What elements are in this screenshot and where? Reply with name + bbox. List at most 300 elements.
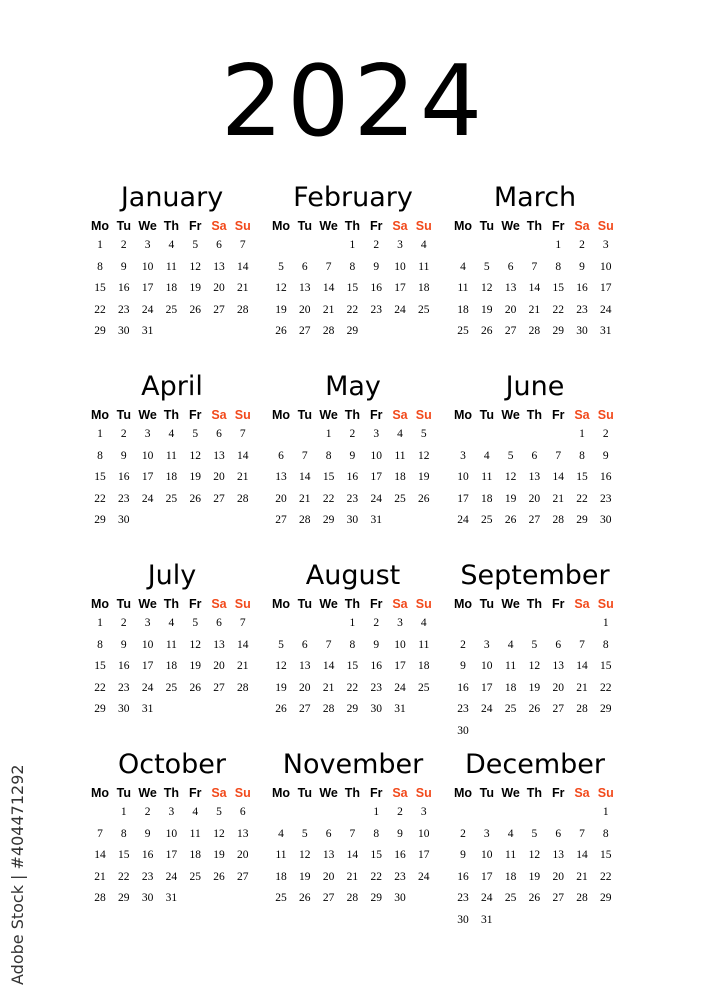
day-cell: 9 bbox=[397, 827, 403, 840]
day-cell: 5 bbox=[192, 239, 199, 251]
weekday-header: Mo bbox=[90, 408, 110, 422]
day-cell: 25 bbox=[165, 492, 178, 505]
day-cell: 9 bbox=[144, 827, 151, 840]
day-cell: 14 bbox=[576, 849, 588, 861]
day-cell: 28 bbox=[576, 892, 588, 904]
day-cell: 8 bbox=[602, 827, 609, 840]
day-cell: 21 bbox=[528, 303, 541, 316]
day-cell: 2 bbox=[120, 617, 127, 629]
month-name: March bbox=[493, 182, 577, 213]
day-cell: 18 bbox=[418, 660, 430, 672]
day-cell: 24 bbox=[600, 303, 612, 316]
day-cell: 2 bbox=[120, 239, 127, 251]
weekday-header: We bbox=[138, 408, 157, 422]
day-cell: 16 bbox=[600, 471, 612, 483]
day-cell: 5 bbox=[531, 827, 538, 840]
day-cell: 20 bbox=[552, 870, 564, 883]
day-cell: 2 bbox=[349, 428, 356, 440]
day-cell: 6 bbox=[216, 617, 222, 629]
day-cell: 8 bbox=[97, 260, 103, 273]
weekday-header: Tu bbox=[479, 219, 494, 233]
day-cell: 11 bbox=[418, 638, 430, 651]
weekday-header: We bbox=[138, 597, 157, 611]
day-cell: 11 bbox=[165, 449, 177, 462]
day-cell: 26 bbox=[189, 492, 201, 505]
day-cell: 4 bbox=[460, 260, 466, 273]
weekday-header: Fr bbox=[188, 786, 202, 800]
day-cell: 10 bbox=[141, 638, 154, 651]
day-cell: 25 bbox=[504, 703, 517, 715]
weekday-header: Th bbox=[344, 219, 361, 233]
day-cell: 17 bbox=[394, 660, 406, 672]
day-cell: 6 bbox=[555, 638, 562, 651]
weekday-header: Tu bbox=[479, 786, 494, 800]
weekday-header: Fr bbox=[551, 597, 565, 611]
day-cell: 12 bbox=[275, 660, 287, 672]
day-cell: 1 bbox=[602, 617, 609, 629]
weekday-header: Fr bbox=[369, 786, 383, 800]
day-cell: 5 bbox=[216, 806, 222, 818]
day-cell: 8 bbox=[349, 638, 356, 651]
day-cell: 29 bbox=[346, 703, 359, 715]
day-cell: 20 bbox=[322, 870, 335, 883]
day-cell: 20 bbox=[275, 492, 287, 505]
day-cell: 7 bbox=[239, 617, 246, 629]
day-cell: 16 bbox=[394, 849, 406, 861]
weekday-header: Th bbox=[163, 597, 180, 611]
weekday-header: Su bbox=[597, 408, 614, 422]
day-cell: 31 bbox=[481, 913, 493, 926]
day-cell: 13 bbox=[213, 449, 225, 462]
day-cell: 2 bbox=[373, 239, 380, 251]
day-cell: 14 bbox=[528, 282, 541, 294]
day-cell: 30 bbox=[118, 325, 130, 337]
day-cell: 28 bbox=[299, 514, 311, 526]
day-cell: 12 bbox=[189, 449, 201, 462]
day-cell: 11 bbox=[189, 827, 201, 840]
day-cell: 1 bbox=[97, 428, 103, 440]
day-cell: 10 bbox=[457, 471, 469, 483]
day-cell: 12 bbox=[189, 638, 201, 651]
day-cell: 26 bbox=[481, 325, 493, 337]
day-cell: 9 bbox=[460, 849, 466, 861]
weekday-header: Sa bbox=[574, 597, 590, 611]
day-cell: 12 bbox=[299, 849, 311, 861]
day-cell: 22 bbox=[600, 681, 612, 694]
day-cell: 22 bbox=[346, 681, 359, 694]
weekday-header: Sa bbox=[211, 786, 227, 800]
day-cell: 3 bbox=[397, 617, 403, 629]
day-cell: 24 bbox=[141, 681, 154, 694]
day-cell: 3 bbox=[420, 806, 427, 818]
day-cell: 29 bbox=[94, 325, 106, 337]
day-cell: 6 bbox=[301, 638, 308, 651]
month-name: September bbox=[460, 560, 610, 591]
day-cell: 15 bbox=[118, 849, 130, 861]
day-cell: 7 bbox=[579, 638, 585, 651]
day-cell: 23 bbox=[118, 492, 130, 505]
day-cell: 21 bbox=[322, 303, 335, 316]
day-cell: 26 bbox=[189, 681, 201, 694]
day-cell: 25 bbox=[457, 325, 469, 337]
weekday-header: Mo bbox=[271, 408, 291, 422]
day-cell: 18 bbox=[165, 471, 178, 483]
weekday-header: Fr bbox=[369, 408, 383, 422]
day-cell: 15 bbox=[576, 471, 588, 483]
day-cell: 28 bbox=[237, 681, 249, 694]
day-cell: 31 bbox=[370, 514, 382, 526]
day-cell: 6 bbox=[301, 260, 308, 273]
weekday-header: Su bbox=[415, 408, 432, 422]
day-cell: 24 bbox=[141, 492, 154, 505]
day-cell: 22 bbox=[370, 870, 382, 883]
day-cell: 15 bbox=[346, 660, 359, 672]
day-cell: 14 bbox=[322, 282, 335, 294]
month-name: May bbox=[325, 371, 381, 402]
weekday-header: Mo bbox=[453, 597, 473, 611]
weekday-header: Fr bbox=[551, 408, 565, 422]
day-cell: 17 bbox=[481, 681, 493, 694]
day-cell: 30 bbox=[346, 514, 359, 526]
weekday-header: Sa bbox=[574, 219, 590, 233]
day-cell: 11 bbox=[165, 638, 177, 651]
day-cell: 22 bbox=[346, 303, 359, 316]
day-cell: 27 bbox=[322, 892, 335, 904]
day-cell: 7 bbox=[531, 260, 538, 273]
day-cell: 26 bbox=[213, 870, 225, 883]
day-cell: 28 bbox=[94, 892, 106, 904]
day-cell: 1 bbox=[325, 428, 332, 440]
day-cell: 19 bbox=[275, 303, 287, 316]
day-cell: 3 bbox=[373, 428, 380, 440]
day-cell: 10 bbox=[141, 449, 154, 462]
day-cell: 2 bbox=[460, 827, 466, 840]
day-cell: 10 bbox=[370, 449, 382, 462]
weekday-header: Fr bbox=[369, 597, 383, 611]
day-cell: 31 bbox=[141, 703, 154, 715]
day-cell: 16 bbox=[141, 849, 154, 861]
day-cell: 19 bbox=[189, 282, 201, 294]
month-name: January bbox=[120, 182, 224, 213]
day-cell: 22 bbox=[94, 492, 106, 505]
day-cell: 19 bbox=[189, 471, 201, 483]
day-cell: 16 bbox=[457, 681, 469, 694]
day-cell: 14 bbox=[552, 471, 564, 483]
weekday-header: Mo bbox=[271, 219, 291, 233]
day-cell: 13 bbox=[552, 660, 564, 672]
month-name: April bbox=[141, 371, 203, 402]
weekday-header: Mo bbox=[453, 786, 473, 800]
weekday-header: Su bbox=[597, 597, 614, 611]
day-cell: 13 bbox=[552, 849, 564, 861]
weekday-header: We bbox=[319, 786, 338, 800]
day-cell: 13 bbox=[213, 260, 225, 273]
day-cell: 21 bbox=[299, 492, 311, 505]
weekday-header: Su bbox=[234, 786, 251, 800]
day-cell: 11 bbox=[394, 449, 406, 462]
day-cell: 19 bbox=[213, 849, 225, 861]
day-cell: 3 bbox=[397, 239, 403, 251]
day-cell: 4 bbox=[507, 827, 514, 840]
day-cell: 15 bbox=[600, 849, 612, 861]
day-cell: 7 bbox=[325, 260, 332, 273]
day-cell: 17 bbox=[394, 282, 406, 294]
day-cell: 3 bbox=[144, 428, 151, 440]
day-cell: 31 bbox=[600, 325, 612, 337]
day-cell: 21 bbox=[576, 870, 588, 883]
year-title: 2024 bbox=[220, 45, 487, 159]
day-cell: 11 bbox=[481, 471, 493, 483]
day-cell: 13 bbox=[213, 638, 225, 651]
weekday-header: Su bbox=[234, 408, 251, 422]
day-cell: 19 bbox=[504, 492, 517, 505]
day-cell: 12 bbox=[481, 282, 493, 294]
day-cell: 3 bbox=[144, 239, 151, 251]
day-cell: 4 bbox=[483, 449, 490, 462]
day-cell: 18 bbox=[394, 471, 406, 483]
day-cell: 8 bbox=[373, 827, 380, 840]
day-cell: 15 bbox=[552, 282, 564, 294]
day-cell: 4 bbox=[420, 617, 427, 629]
day-cell: 11 bbox=[275, 849, 287, 861]
weekday-header: Mo bbox=[90, 219, 110, 233]
weekday-header: Sa bbox=[392, 786, 408, 800]
weekday-header: Tu bbox=[116, 219, 131, 233]
day-cell: 20 bbox=[299, 303, 311, 316]
day-cell: 13 bbox=[504, 282, 517, 294]
day-cell: 27 bbox=[237, 870, 249, 883]
day-cell: 9 bbox=[373, 260, 380, 273]
day-cell: 8 bbox=[349, 260, 356, 273]
day-cell: 5 bbox=[278, 260, 284, 273]
day-cell: 8 bbox=[97, 449, 103, 462]
day-cell: 6 bbox=[531, 449, 538, 462]
day-cell: 30 bbox=[141, 892, 154, 904]
day-cell: 25 bbox=[394, 492, 406, 505]
day-cell: 13 bbox=[528, 471, 541, 483]
weekday-header: We bbox=[319, 408, 338, 422]
weekday-header: Tu bbox=[479, 408, 494, 422]
day-cell: 10 bbox=[418, 827, 430, 840]
day-cell: 13 bbox=[299, 660, 311, 672]
day-cell: 21 bbox=[237, 471, 249, 483]
day-cell: 14 bbox=[322, 660, 335, 672]
day-cell: 16 bbox=[576, 282, 588, 294]
weekday-header: We bbox=[501, 408, 520, 422]
day-cell: 17 bbox=[141, 282, 154, 294]
weekday-header: Sa bbox=[392, 597, 408, 611]
day-cell: 2 bbox=[373, 617, 380, 629]
day-cell: 16 bbox=[118, 282, 130, 294]
day-cell: 5 bbox=[507, 449, 514, 462]
day-cell: 17 bbox=[370, 471, 382, 483]
day-cell: 7 bbox=[555, 449, 562, 462]
day-cell: 7 bbox=[239, 239, 246, 251]
day-cell: 28 bbox=[237, 492, 249, 505]
day-cell: 15 bbox=[600, 660, 612, 672]
month-name: July bbox=[147, 560, 197, 591]
day-cell: 14 bbox=[346, 849, 359, 861]
day-cell: 18 bbox=[275, 870, 287, 883]
day-cell: 11 bbox=[418, 260, 430, 273]
day-cell: 3 bbox=[602, 239, 609, 251]
day-cell: 25 bbox=[275, 892, 287, 904]
day-cell: 16 bbox=[118, 660, 130, 672]
day-cell: 6 bbox=[216, 239, 222, 251]
day-cell: 7 bbox=[349, 827, 356, 840]
day-cell: 3 bbox=[483, 638, 490, 651]
day-cell: 22 bbox=[552, 303, 564, 316]
weekday-header: Tu bbox=[479, 597, 494, 611]
day-cell: 21 bbox=[346, 870, 359, 883]
weekday-header: Fr bbox=[188, 219, 202, 233]
weekday-header: Sa bbox=[211, 408, 227, 422]
day-cell: 2 bbox=[397, 806, 403, 818]
day-cell: 21 bbox=[237, 282, 249, 294]
day-cell: 15 bbox=[94, 282, 106, 294]
day-cell: 30 bbox=[457, 913, 469, 926]
weekday-header: Su bbox=[597, 786, 614, 800]
day-cell: 15 bbox=[346, 282, 359, 294]
day-cell: 30 bbox=[370, 703, 382, 715]
day-cell: 22 bbox=[94, 303, 106, 316]
day-cell: 26 bbox=[275, 703, 287, 715]
day-cell: 24 bbox=[418, 870, 430, 883]
day-cell: 13 bbox=[322, 849, 335, 861]
day-cell: 4 bbox=[168, 617, 175, 629]
day-cell: 1 bbox=[579, 428, 585, 440]
day-cell: 19 bbox=[528, 681, 541, 694]
weekday-header: Fr bbox=[188, 597, 202, 611]
weekday-header: Su bbox=[415, 597, 432, 611]
weekday-header: We bbox=[319, 597, 338, 611]
day-cell: 25 bbox=[418, 303, 430, 316]
day-cell: 23 bbox=[370, 681, 382, 694]
weekday-header: Tu bbox=[297, 219, 312, 233]
day-cell: 31 bbox=[141, 325, 154, 337]
day-cell: 25 bbox=[165, 681, 178, 694]
day-cell: 15 bbox=[370, 849, 382, 861]
month-name: December bbox=[464, 749, 605, 780]
weekday-header: Mo bbox=[90, 786, 110, 800]
day-cell: 6 bbox=[325, 827, 332, 840]
day-cell: 28 bbox=[322, 703, 335, 715]
day-cell: 23 bbox=[346, 492, 359, 505]
day-cell: 4 bbox=[397, 428, 403, 440]
weekday-header: Th bbox=[526, 408, 543, 422]
day-cell: 1 bbox=[349, 239, 356, 251]
weekday-header: We bbox=[501, 786, 520, 800]
day-cell: 27 bbox=[213, 303, 225, 316]
day-cell: 20 bbox=[213, 282, 225, 294]
day-cell: 2 bbox=[120, 428, 127, 440]
day-cell: 15 bbox=[94, 660, 106, 672]
stock-credit: Adobe Stock | #404471292 bbox=[8, 764, 27, 985]
day-cell: 24 bbox=[141, 303, 154, 316]
day-cell: 18 bbox=[457, 303, 469, 316]
weekday-header: Th bbox=[163, 408, 180, 422]
day-cell: 23 bbox=[141, 870, 154, 883]
day-cell: 29 bbox=[118, 892, 130, 904]
day-cell: 18 bbox=[189, 849, 201, 861]
day-cell: 28 bbox=[552, 514, 564, 526]
day-cell: 10 bbox=[165, 827, 178, 840]
day-cell: 25 bbox=[189, 870, 201, 883]
day-cell: 4 bbox=[168, 239, 175, 251]
day-cell: 22 bbox=[576, 492, 588, 505]
day-cell: 5 bbox=[531, 638, 538, 651]
day-cell: 27 bbox=[552, 703, 564, 715]
day-cell: 28 bbox=[322, 325, 335, 337]
day-cell: 22 bbox=[118, 870, 130, 883]
day-cell: 31 bbox=[394, 703, 406, 715]
day-cell: 16 bbox=[457, 870, 469, 883]
weekday-header: Mo bbox=[453, 408, 473, 422]
day-cell: 7 bbox=[301, 449, 308, 462]
day-cell: 22 bbox=[322, 492, 335, 505]
day-cell: 10 bbox=[141, 260, 154, 273]
day-cell: 20 bbox=[528, 492, 541, 505]
day-cell: 23 bbox=[370, 303, 382, 316]
day-cell: 1 bbox=[555, 239, 562, 251]
day-cell: 7 bbox=[325, 638, 332, 651]
weekday-header: Mo bbox=[271, 597, 291, 611]
day-cell: 5 bbox=[192, 428, 199, 440]
weekday-header: Sa bbox=[211, 219, 227, 233]
day-cell: 22 bbox=[94, 681, 106, 694]
day-cell: 9 bbox=[120, 260, 127, 273]
day-cell: 1 bbox=[373, 806, 380, 818]
weekday-header: Mo bbox=[271, 786, 291, 800]
day-cell: 21 bbox=[237, 660, 249, 672]
day-cell: 8 bbox=[602, 638, 609, 651]
day-cell: 12 bbox=[418, 449, 430, 462]
weekday-header: Th bbox=[344, 597, 361, 611]
day-cell: 8 bbox=[555, 260, 562, 273]
day-cell: 10 bbox=[394, 260, 406, 273]
weekday-header: Tu bbox=[116, 597, 131, 611]
day-cell: 25 bbox=[481, 514, 493, 526]
day-cell: 25 bbox=[165, 303, 178, 316]
day-cell: 8 bbox=[579, 449, 585, 462]
day-cell: 4 bbox=[192, 806, 199, 818]
day-cell: 23 bbox=[118, 681, 130, 694]
day-cell: 6 bbox=[239, 806, 246, 818]
day-cell: 29 bbox=[600, 703, 612, 715]
weekday-header: Su bbox=[234, 597, 251, 611]
day-cell: 23 bbox=[457, 703, 469, 715]
day-cell: 3 bbox=[168, 806, 175, 818]
day-cell: 15 bbox=[322, 471, 335, 483]
day-cell: 9 bbox=[373, 638, 380, 651]
day-cell: 26 bbox=[275, 325, 287, 337]
day-cell: 29 bbox=[94, 514, 106, 526]
weekday-header: Tu bbox=[116, 408, 131, 422]
day-cell: 28 bbox=[346, 892, 359, 904]
day-cell: 17 bbox=[141, 660, 154, 672]
day-cell: 25 bbox=[504, 892, 517, 904]
day-cell: 20 bbox=[299, 681, 311, 694]
day-cell: 24 bbox=[394, 681, 406, 694]
day-cell: 18 bbox=[165, 282, 178, 294]
day-cell: 29 bbox=[322, 514, 335, 526]
day-cell: 31 bbox=[165, 892, 178, 904]
day-cell: 20 bbox=[237, 849, 249, 861]
day-cell: 12 bbox=[504, 471, 517, 483]
weekday-header: Th bbox=[526, 219, 543, 233]
day-cell: 20 bbox=[552, 681, 564, 694]
month-name: November bbox=[282, 749, 424, 780]
